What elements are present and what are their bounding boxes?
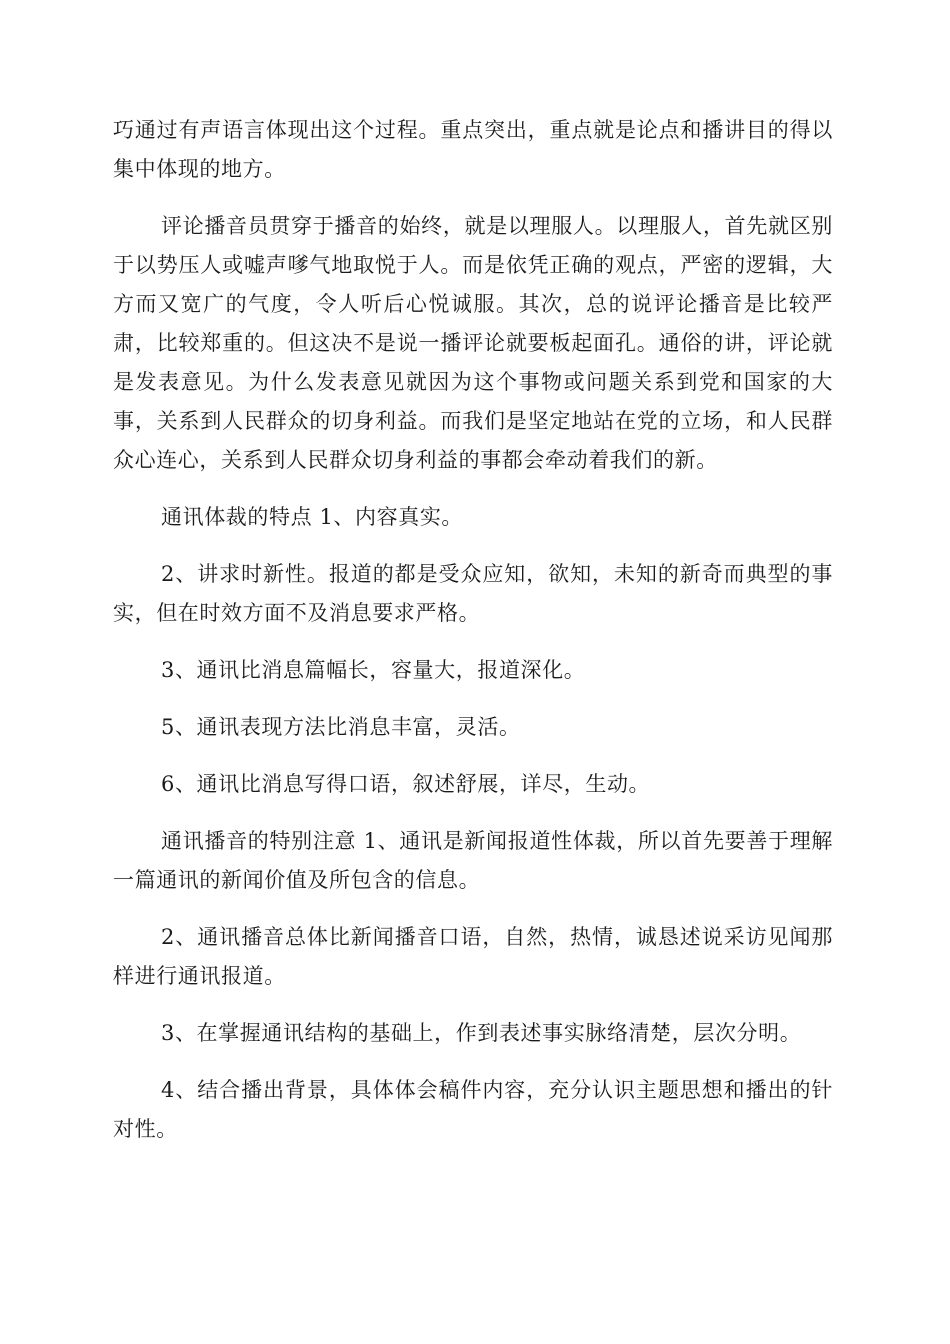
paragraph-feature-notes: 通讯播音的特别注意 1、通讯是新闻报道性体裁，所以首先要善于理解一篇通讯的新闻价值及所包含的信息。 [113, 829, 833, 892]
paragraph-continuation: 巧通过有声语言体现出这个过程。重点突出，重点就是论点和播讲目的得以集中体现的地方。 [113, 118, 833, 181]
paragraph-trait-2: 2、讲求时新性。报道的都是受众应知，欲知，未知的新奇而典型的事实，但在时效方面不及消息要求严格。 [113, 562, 833, 625]
paragraph-trait-6: 6、通讯比消息写得口语，叙述舒展，详尽，生动。 [161, 772, 651, 796]
paragraph-commentary-broadcast: 评论播音员贯穿于播音的始终，就是以理服人。以理服人，首先就区别于以势压人或嘘声嗲气地取悦于人。而是依凭正确的观点，严密的逻辑，大方而又宽广的气度，令人听后心悦诚服。其次，总的说评论播音是比较严肃，比较郑重的。但这决不是说一播评论就要板起面孔。通俗的讲，评论就是发表意见。为什么发表意见就因为这个事物或问题关系到党和国家的大事，关系到人民群众的切身利益。而我们是坚定地站在党的立场，和人民群众心连心，关系到人民群众切身利益的事都会牵动着我们的新。 [113, 214, 833, 472]
paragraph-note-2: 2、通讯播音总体比新闻播音口语，自然，热情，诚恳述说采访见闻那样进行通讯报道。 [113, 925, 833, 988]
paragraph-note-3: 3、在掌握通讯结构的基础上，作到表述事实脉络清楚，层次分明。 [161, 1021, 802, 1045]
paragraph-trait-3: 3、通讯比消息篇幅长，容量大，报道深化。 [161, 658, 586, 682]
paragraph-note-4: 4、结合播出背景，具体体会稿件内容，充分认识主题思想和播出的针对性。 [113, 1078, 833, 1141]
document-body [113, 111, 833, 1167]
paragraph-trait-5: 5、通讯表现方法比消息丰富，灵活。 [161, 715, 521, 739]
paragraph-feature-traits: 通讯体裁的特点 1、内容真实。 [161, 505, 464, 529]
